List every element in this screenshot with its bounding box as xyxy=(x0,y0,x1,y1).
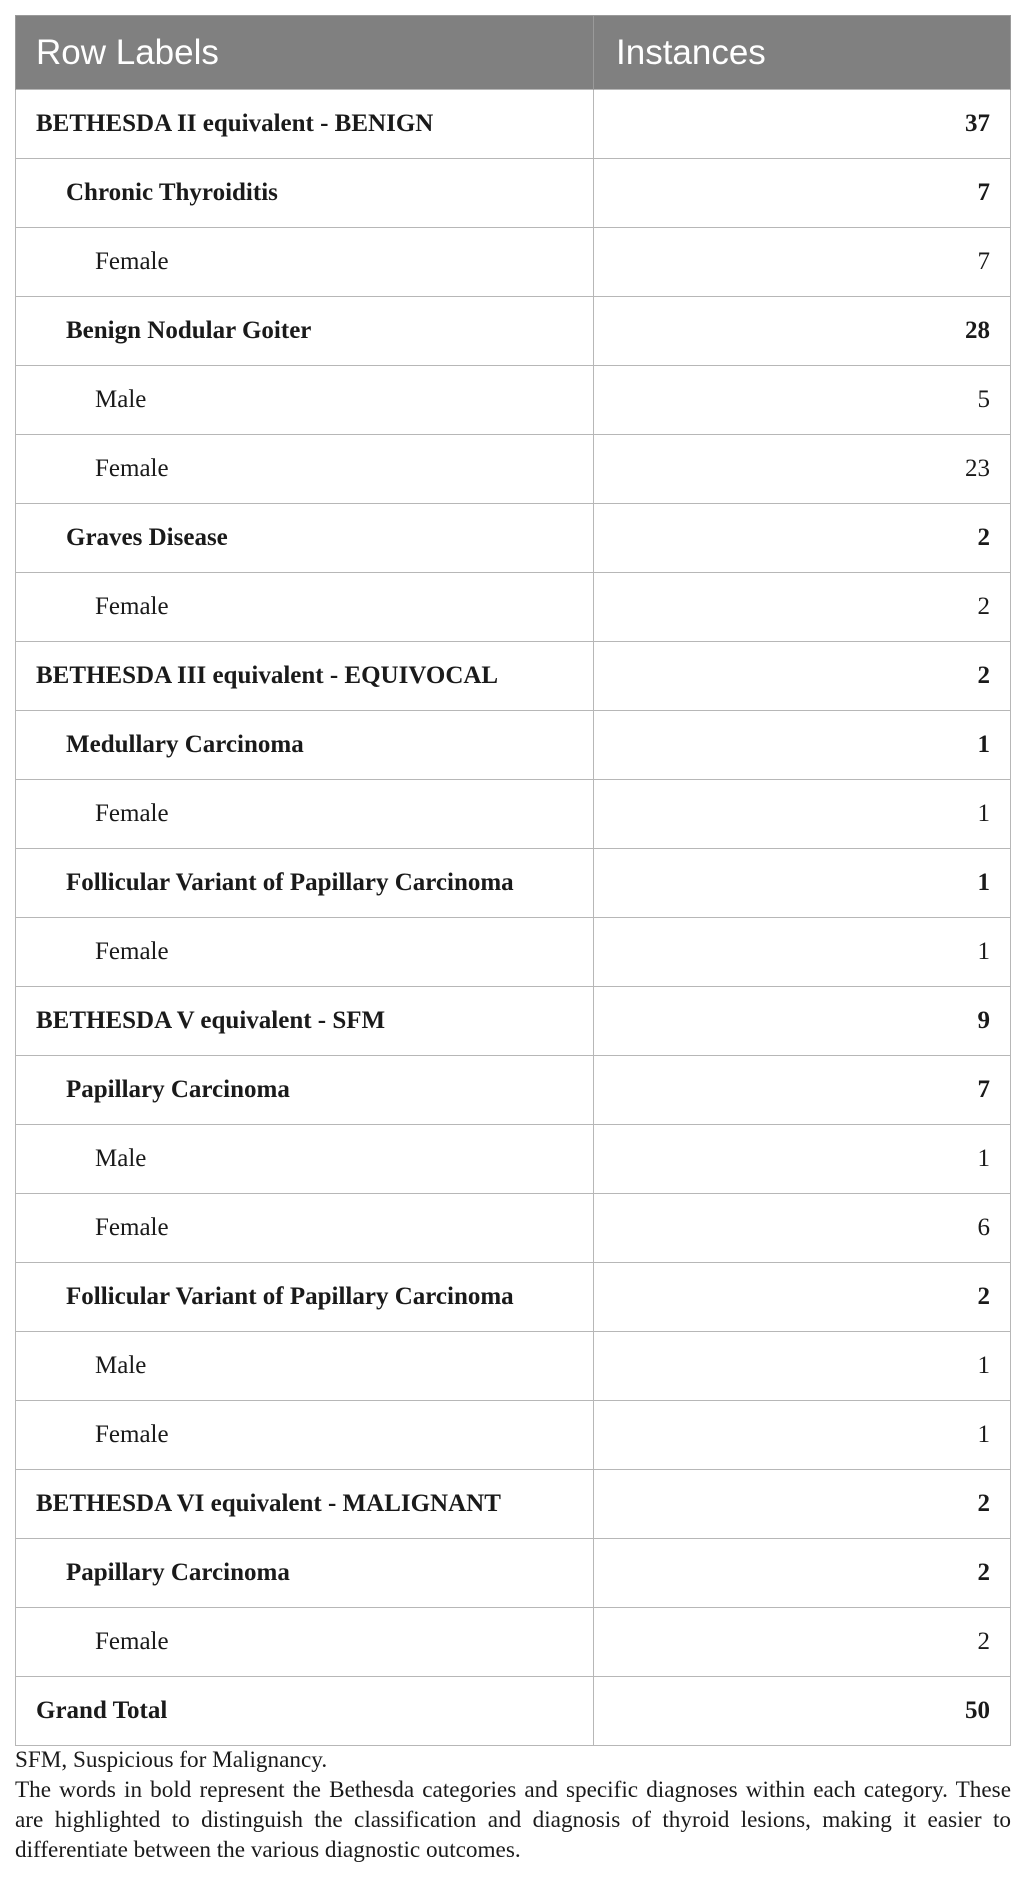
row-label: Graves Disease xyxy=(16,504,594,573)
gender-row xyxy=(16,1194,1011,1263)
row-label: BETHESDA III equivalent - EQUIVOCAL xyxy=(16,642,594,711)
row-instances: 1 xyxy=(594,711,1011,780)
row-label: Female xyxy=(16,435,594,504)
row-label: Female xyxy=(16,780,594,849)
category-row xyxy=(16,1470,1011,1539)
gender-row xyxy=(16,780,1011,849)
gender-row xyxy=(16,228,1011,297)
row-instances: 2 xyxy=(594,1263,1011,1332)
grand-total-label: Grand Total xyxy=(16,1677,594,1746)
header-row-labels: Row Labels xyxy=(16,16,594,90)
row-instances: 1 xyxy=(594,780,1011,849)
header-instances: Instances xyxy=(594,16,1011,90)
row-label: BETHESDA II equivalent - BENIGN xyxy=(16,90,594,159)
row-instances: 2 xyxy=(594,1608,1011,1677)
row-instances: 2 xyxy=(594,504,1011,573)
row-label: Medullary Carcinoma xyxy=(16,711,594,780)
gender-row xyxy=(16,1401,1011,1470)
table-footnotes xyxy=(15,1745,1011,1865)
row-instances: 5 xyxy=(594,366,1011,435)
row-label: Male xyxy=(16,1125,594,1194)
grand-total-row xyxy=(16,1677,1011,1746)
gender-row xyxy=(16,435,1011,504)
diagnosis-row xyxy=(16,1539,1011,1608)
footnote-abbreviation: SFM, Suspicious for Malignancy. xyxy=(15,1747,328,1773)
row-instances: 37 xyxy=(594,90,1011,159)
diagnosis-row xyxy=(16,711,1011,780)
row-instances: 2 xyxy=(594,1539,1011,1608)
gender-row xyxy=(16,1608,1011,1677)
row-label: Follicular Variant of Papillary Carcinoma xyxy=(16,1263,594,1332)
row-instances: 2 xyxy=(594,642,1011,711)
diagnosis-row xyxy=(16,849,1011,918)
row-label: Follicular Variant of Papillary Carcinoma xyxy=(16,849,594,918)
row-instances: 23 xyxy=(594,435,1011,504)
row-label: Papillary Carcinoma xyxy=(16,1539,594,1608)
row-label: Papillary Carcinoma xyxy=(16,1056,594,1125)
gender-row xyxy=(16,1332,1011,1401)
row-label: Female xyxy=(16,573,594,642)
diagnosis-row xyxy=(16,297,1011,366)
row-label: Chronic Thyroiditis xyxy=(16,159,594,228)
footnote-explanation: The words in bold represent the Bethesda categories and specific diagnoses within each category. These are highlighted to distinguish the classification and diagnosis of thyroid lesions, making it easier to differentiate between the various diagnostic outcomes. xyxy=(15,1777,1011,1863)
table-header-row xyxy=(16,16,1011,90)
diagnosis-row xyxy=(16,504,1011,573)
category-row xyxy=(16,642,1011,711)
row-instances: 2 xyxy=(594,573,1011,642)
row-instances: 7 xyxy=(594,1056,1011,1125)
row-instances: 1 xyxy=(594,1401,1011,1470)
row-instances: 1 xyxy=(594,849,1011,918)
row-instances: 2 xyxy=(594,1470,1011,1539)
row-label: Female xyxy=(16,1194,594,1263)
row-instances: 28 xyxy=(594,297,1011,366)
category-row xyxy=(16,90,1011,159)
gender-row xyxy=(16,366,1011,435)
row-label: Male xyxy=(16,1332,594,1401)
row-instances: 6 xyxy=(594,1194,1011,1263)
diagnosis-row xyxy=(16,159,1011,228)
category-row xyxy=(16,987,1011,1056)
row-label: Female xyxy=(16,918,594,987)
diagnosis-row xyxy=(16,1263,1011,1332)
row-label: BETHESDA VI equivalent - MALIGNANT xyxy=(16,1470,594,1539)
row-instances: 1 xyxy=(594,1332,1011,1401)
gender-row xyxy=(16,1125,1011,1194)
row-instances: 9 xyxy=(594,987,1011,1056)
gender-row xyxy=(16,573,1011,642)
row-label: Male xyxy=(16,366,594,435)
row-label: Female xyxy=(16,228,594,297)
row-label: Female xyxy=(16,1608,594,1677)
row-label: Female xyxy=(16,1401,594,1470)
row-instances: 7 xyxy=(594,228,1011,297)
row-label: BETHESDA V equivalent - SFM xyxy=(16,987,594,1056)
pivot-table xyxy=(15,15,1011,1746)
table-body xyxy=(16,90,1011,1746)
row-label: Benign Nodular Goiter xyxy=(16,297,594,366)
diagnosis-row xyxy=(16,1056,1011,1125)
row-instances: 1 xyxy=(594,918,1011,987)
grand-total-value: 50 xyxy=(594,1677,1011,1746)
gender-row xyxy=(16,918,1011,987)
row-instances: 7 xyxy=(594,159,1011,228)
row-instances: 1 xyxy=(594,1125,1011,1194)
pivot-table-container xyxy=(15,15,1010,1746)
